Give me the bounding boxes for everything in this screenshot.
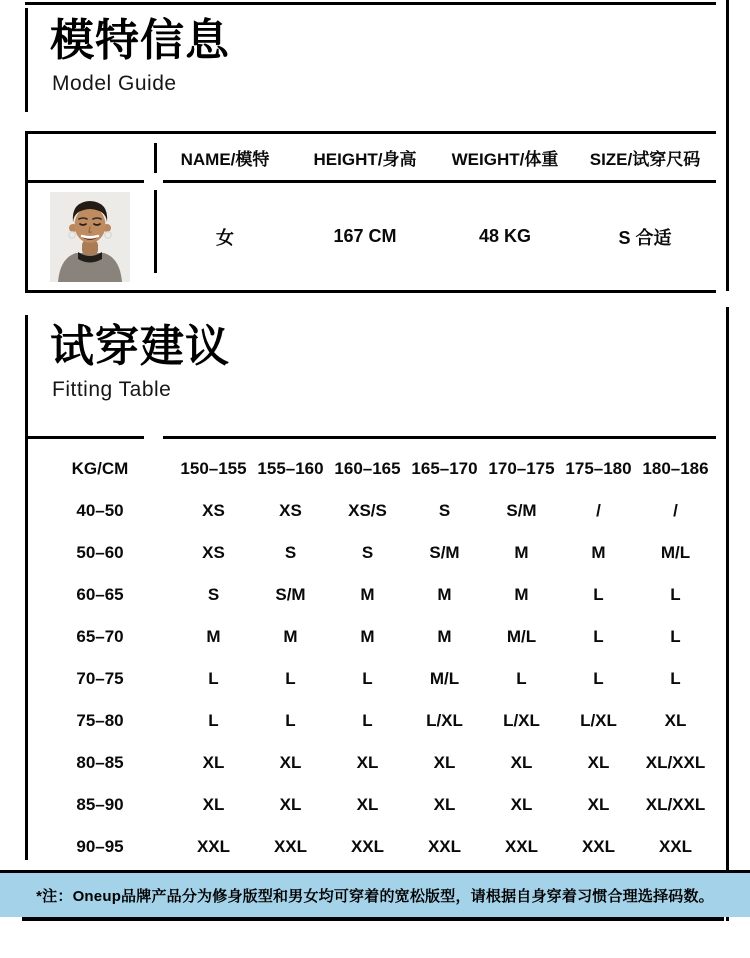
model-table-header-height: HEIGHT/身高: [313, 149, 417, 169]
divider-line: [25, 8, 28, 112]
model-table-header-weight: WEIGHT/体重: [451, 149, 559, 169]
model-weight-value: 48 KG: [478, 226, 532, 246]
fitting-table-header-row: [25, 448, 716, 490]
size-cell: XXL: [196, 837, 231, 856]
divider-line: [22, 917, 724, 921]
size-cell: /: [596, 501, 601, 520]
size-cell: L: [670, 669, 681, 688]
height-column-header: 155–160: [257, 459, 324, 478]
model-photo: [50, 192, 130, 282]
weight-range-label: 65–70: [76, 627, 124, 646]
model-size-value: S 合适: [618, 227, 672, 248]
size-cell: L: [593, 627, 604, 646]
height-column-header: 170–175: [488, 459, 555, 478]
model-guide-subtitle: Model Guide: [52, 72, 177, 96]
size-cell: XL: [433, 795, 456, 814]
size-cell: M: [360, 627, 375, 646]
size-cell: XL: [202, 795, 225, 814]
model-guide-header: [50, 16, 230, 95]
fitting-table-row: [25, 532, 716, 574]
size-cell: L/XL: [580, 711, 617, 730]
size-cell: M: [514, 585, 529, 604]
size-cell: M/L: [660, 543, 691, 562]
size-cell: XXL: [658, 837, 693, 856]
size-cell: XXL: [273, 837, 308, 856]
size-cell: S/M: [275, 585, 306, 604]
model-guide-title: 模特信息: [50, 16, 230, 65]
weight-range-label: 50–60: [76, 543, 124, 562]
size-cell: L: [670, 627, 681, 646]
weight-range-label: 75–80: [76, 711, 124, 730]
divider-line: [25, 290, 716, 293]
size-cell: M: [591, 543, 606, 562]
divider-line: [25, 436, 144, 439]
fitting-table-row: [25, 574, 716, 616]
fitting-table-title: 试穿建议: [50, 322, 230, 371]
size-cell: M: [206, 627, 221, 646]
size-cell: M: [437, 627, 452, 646]
size-cell: XXL: [350, 837, 385, 856]
size-cell: XL: [433, 753, 456, 772]
height-column-header: 175–180: [565, 459, 632, 478]
divider-line: [726, 307, 729, 921]
size-cell: M/L: [506, 627, 537, 646]
size-cell: XXL: [427, 837, 462, 856]
size-cell: L: [362, 711, 373, 730]
size-cell: XS/S: [348, 501, 387, 520]
size-cell: S/M: [506, 501, 537, 520]
height-column-header: 160–165: [334, 459, 401, 478]
size-cell: /: [673, 501, 678, 520]
fitting-table-header: [50, 322, 230, 401]
model-table-header-row: [25, 134, 716, 180]
size-cell: L: [285, 711, 296, 730]
size-cell: L: [208, 669, 219, 688]
fitting-table-body: [25, 490, 716, 868]
size-cell: M: [437, 585, 452, 604]
size-cell: XS: [279, 501, 302, 520]
size-cell: M: [283, 627, 298, 646]
size-cell: L: [362, 669, 373, 688]
divider-line: [163, 436, 716, 439]
fitting-corner-label: KG/CM: [71, 459, 129, 478]
fitting-table-row: [25, 658, 716, 700]
size-cell: L: [285, 669, 296, 688]
size-cell: M: [514, 543, 529, 562]
note-text: *注：Oneup品牌产品分为修身版型和男女均可穿着的宽松版型，请根据自身穿着习惯合理选择码数。: [36, 887, 714, 905]
size-cell: XS: [202, 543, 225, 562]
divider-line: [726, 0, 729, 291]
weight-range-label: 40–50: [76, 501, 124, 520]
fitting-table-row: [25, 742, 716, 784]
size-cell: S: [207, 585, 220, 604]
size-cell: XL: [356, 753, 379, 772]
weight-range-label: 90–95: [76, 837, 124, 856]
size-cell: XL/XXL: [645, 795, 706, 814]
fitting-table-row: [25, 784, 716, 826]
size-cell: S: [284, 543, 297, 562]
weight-range-label: 80–85: [76, 753, 124, 772]
model-height-value: 167 CM: [333, 226, 397, 246]
height-column-header: 180–186: [642, 459, 709, 478]
fitting-table-row: [25, 826, 716, 868]
weight-range-label: 60–65: [76, 585, 124, 604]
size-cell: S: [361, 543, 374, 562]
size-cell: XL: [510, 795, 533, 814]
size-cell: XL: [510, 753, 533, 772]
size-cell: XXL: [504, 837, 539, 856]
size-cell: XL: [202, 753, 225, 772]
fitting-table-row: [25, 700, 716, 742]
model-name-value: 女: [216, 227, 234, 248]
size-cell: XL/XXL: [645, 753, 706, 772]
size-cell: M: [360, 585, 375, 604]
size-cell: XL: [356, 795, 379, 814]
model-table-data-row: [25, 183, 716, 290]
size-cell: L: [516, 669, 527, 688]
note-bar: [0, 873, 750, 917]
model-photo-cell: [25, 183, 155, 290]
size-cell: L: [593, 585, 604, 604]
size-cell: L/XL: [426, 711, 463, 730]
size-cell: XL: [664, 711, 687, 730]
size-cell: M/L: [429, 669, 460, 688]
fitting-table-row: [25, 490, 716, 532]
size-cell: L: [208, 711, 219, 730]
size-cell: XL: [279, 795, 302, 814]
size-cell: L/XL: [503, 711, 540, 730]
size-cell: XS: [202, 501, 225, 520]
size-cell: XL: [587, 753, 610, 772]
weight-range-label: 70–75: [76, 669, 124, 688]
size-cell: L: [593, 669, 604, 688]
size-cell: XXL: [581, 837, 616, 856]
model-table-header-size: SIZE/试穿尺码: [589, 149, 701, 169]
weight-range-label: 85–90: [76, 795, 124, 814]
size-cell: S: [438, 501, 451, 520]
size-cell: L: [670, 585, 681, 604]
size-cell: XL: [587, 795, 610, 814]
height-column-header: 165–170: [411, 459, 478, 478]
fitting-table-row: [25, 616, 716, 658]
divider-line: [25, 2, 716, 5]
fitting-table-subtitle: Fitting Table: [52, 378, 172, 402]
height-column-header: 150–155: [180, 459, 247, 478]
model-table-header-name: NAME/模特: [180, 149, 270, 169]
fitting-table: [25, 448, 716, 868]
size-cell: XL: [279, 753, 302, 772]
size-cell: S/M: [429, 543, 460, 562]
